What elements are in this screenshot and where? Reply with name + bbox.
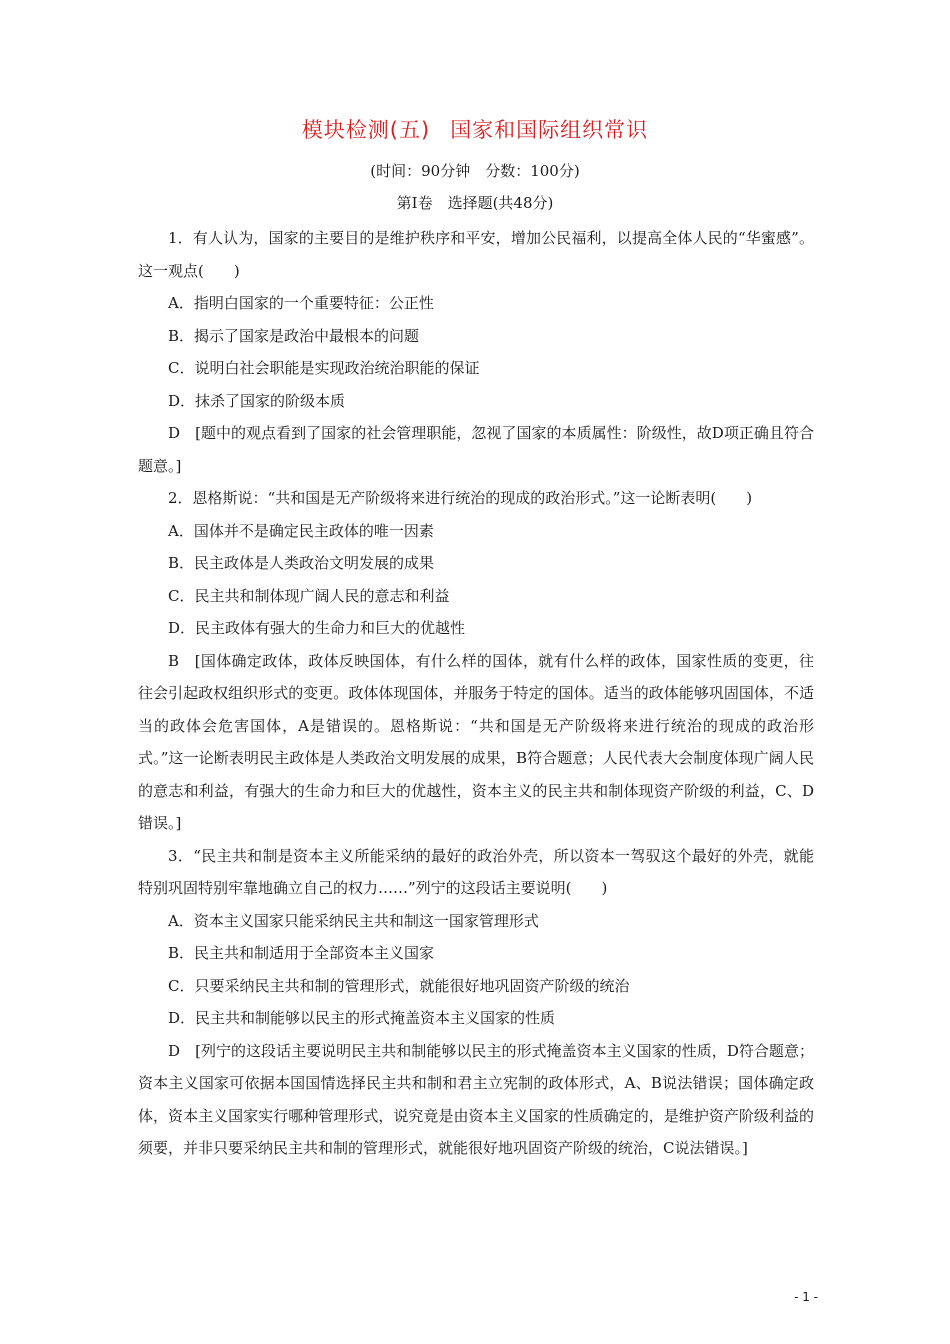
answer-explanation: B [国体确定政体，政体反映国体，有什么样的国体，就有什么样的政体，国家性质的变更，往往会引起政权组织形式的变更。政体体现国体，并服务于特定的国体。适当的政体能够巩固国体，不适当的政体会危害国体，A是错误的。恩格斯说：“共和国是无产阶级将来进行统治的现成的政治形式。”这一论断表明民主政体是人类政治文明发展的成果，B符合题意；人民代表大会制度体现广阔人民的意志和利益，有强大的生命力和巨大的优越性，资本主义的民主共和制体现资产阶级的利益，C、D错误。] bbox=[138, 651, 814, 832]
question-3 bbox=[138, 840, 814, 1165]
option-b: B．揭示了国家是政治中最根本的问题 bbox=[168, 326, 420, 345]
question-2 bbox=[138, 482, 814, 840]
exam-meta: (时间：90分钟 分数：100分) bbox=[370, 162, 580, 180]
option-c: C．说明白社会职能是实现政治统治职能的保证 bbox=[168, 359, 480, 377]
option-c: C．民主共和制体现广阔人民的意志和利益 bbox=[168, 586, 450, 605]
option-d: D．抹杀了国家的阶级本质 bbox=[168, 391, 346, 410]
option-a: A．国体并不是确定民主政体的唯一因素 bbox=[168, 521, 434, 540]
page-title bbox=[0, 114, 950, 144]
question-list bbox=[138, 222, 814, 1165]
option-d: D．民主政体有强大的生命力和巨大的优越性 bbox=[168, 619, 466, 637]
option-a: A．指明白国家的一个重要特征：公正性 bbox=[168, 294, 434, 312]
answer-explanation: D [题中的观点看到了国家的社会管理职能，忽视了国家的本质属性：阶级性，故D项正确且符合题意。] bbox=[138, 424, 814, 475]
option-c: C．只要采纳民主共和制的管理形式，就能很好地巩固资产阶级的统治 bbox=[168, 976, 630, 995]
title-module: 模块检测(五) bbox=[301, 118, 431, 142]
answer-explanation: D [列宁的这段话主要说明民主共和制能够以民主的形式掩盖资本主义国家的性质，D符合题意；资本主义国家可依据本国国情选择民主共和制和君主立宪制的政体形式，A、B说法错误；国体确定政体，资本主义国家实行哪种管理形式，说究竟是由资本主义国家的性质确定的，是维护资产阶级利益的须要，并非只要采纳民主共和制的管理形式，就能很好地巩固资产阶级的统治，C说法错误。] bbox=[138, 1041, 814, 1157]
option-d: D．民主共和制能够以民主的形式掩盖资本主义国家的性质 bbox=[168, 1009, 556, 1027]
section-heading: 第Ⅰ卷 选择题(共48分) bbox=[396, 194, 554, 212]
title-topic: 国家和国际组织常识 bbox=[450, 118, 649, 142]
question-stem: 2．恩格斯说：“共和国是无产阶级将来进行统治的现成的政治形式。”这一论断表明( ) bbox=[168, 489, 753, 507]
page-number: - 1 - bbox=[794, 1290, 818, 1304]
option-a: A．资本主义国家只能采纳民主共和制这一国家管理形式 bbox=[168, 911, 539, 930]
question-stem: 3．“民主共和制是资本主义所能采纳的最好的政治外壳，所以资本一驾驭这个最好的外壳，就能特别巩固特别牢靠地确立自己的权力……”列宁的这段话主要说明( ) bbox=[138, 846, 814, 897]
question-1 bbox=[138, 222, 814, 482]
question-stem: 1．有人认为，国家的主要目的是维护秩序和平安，增加公民福利，以提高全体人民的“华蜜感”。这一观点( ) bbox=[138, 229, 814, 280]
option-b: B．民主政体是人类政治文明发展的成果 bbox=[168, 554, 435, 572]
option-b: B．民主共和制适用于全部资本主义国家 bbox=[168, 944, 435, 962]
